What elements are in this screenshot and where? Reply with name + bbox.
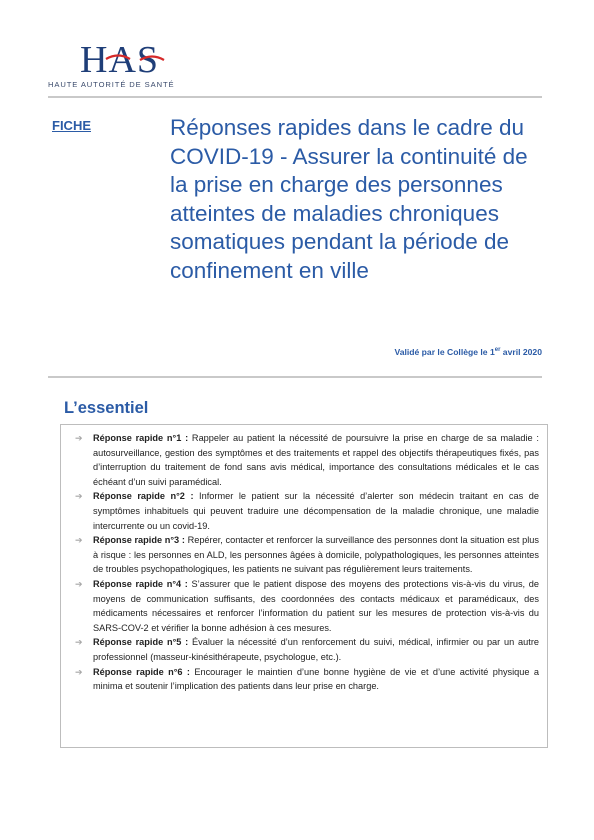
arrow-right-icon: ➔ — [75, 433, 83, 443]
list-item — [75, 577, 539, 635]
arrow-right-icon: ➔ — [75, 491, 83, 502]
has-logo-mark — [80, 40, 176, 80]
arrow-right-icon: ➔ — [75, 535, 83, 546]
essentiel-box — [60, 424, 548, 748]
response-list — [61, 425, 547, 694]
logo-subtitle: HAUTE AUTORITÉ DE SANTÉ — [48, 80, 175, 89]
item-text: Encourager le maintien d’une bonne hygiène de vie et d’une activité physique a minima et soutenir l’implication des patients dans leur prise en charge. — [93, 666, 539, 692]
arrow-right-icon: ➔ — [75, 637, 83, 648]
list-item — [75, 635, 539, 664]
validation-date: Validé par le Collège le 1er avril 2020 — [394, 347, 542, 357]
item-text: Repérer, contacter et renforcer la surveillance des personnes dont la situation est plus à risque : les personnes en ALD, les personnes âgées à domicile, polypathologiques, les personnes atteintes de troubles psychopathologiques, les patients ne suivant pas régulièrement leurs traitements. — [93, 535, 539, 575]
list-item — [75, 431, 539, 489]
section-divider — [48, 376, 542, 378]
list-item — [75, 533, 539, 577]
logo-letters: HAS — [80, 40, 160, 80]
list-item — [75, 489, 539, 533]
item-label: Réponse rapide n°5 : — [93, 637, 189, 648]
arrow-right-icon: ➔ — [75, 578, 83, 589]
item-label: Réponse rapide n°1 : — [93, 433, 189, 443]
header-divider — [48, 96, 542, 98]
item-text: Évaluer la nécessité d’un renforcement du suivi, médical, infirmier ou par un autre professionnel (masseur-kinésithérapeute, psychologue, etc.). — [93, 637, 539, 662]
page-title: Réponses rapides dans le cadre du COVID-19 - Assurer la continuité de la prise en charge des personnes atteintes de maladies chroniques somatiques pendant la période de confinement en ville — [170, 115, 528, 283]
document-type-label: FICHE — [52, 118, 91, 133]
item-label: Réponse rapide n°4 : — [93, 578, 188, 589]
item-label: Réponse rapide n°3 : — [93, 535, 185, 546]
section-heading: L’essentiel — [64, 399, 149, 417]
list-item — [75, 665, 539, 694]
item-text: S’assurer que le patient dispose des moyens des protections vis-à-vis du virus, de moyens de communication suffisants, des coordonnées des contacts médicaux et paramédicaux, des médicaments nécessaires et renforcer l’information du patient sur les mesures de protection vis-à-vis du SARS-COV-2 et vérifier la bonne adhésion à ces mesures. — [93, 578, 539, 633]
item-label: Réponse rapide n°6 : — [93, 666, 190, 677]
item-text: Rappeler au patient la nécessité de poursuivre la prise en charge de sa maladie : autosurveillance, gestion des symptômes et des traitements et rappel des objectifs thérapeutiques fixés, pas d’interruption du traitement de fond sans avis médical, importance des consultations médicales et le cas échéant d’un suivi paramédical. — [93, 433, 539, 487]
item-label: Réponse rapide n°2 : — [93, 491, 194, 502]
item-text: Informer le patient sur la nécessité d’alerter son médecin traitant en cas de symptômes inhabituels qui peuvent traduire une décompensation de la maladie chronique, une maladie intercurrente ou un covid-19. — [93, 491, 539, 531]
arrow-right-icon: ➔ — [75, 666, 83, 677]
